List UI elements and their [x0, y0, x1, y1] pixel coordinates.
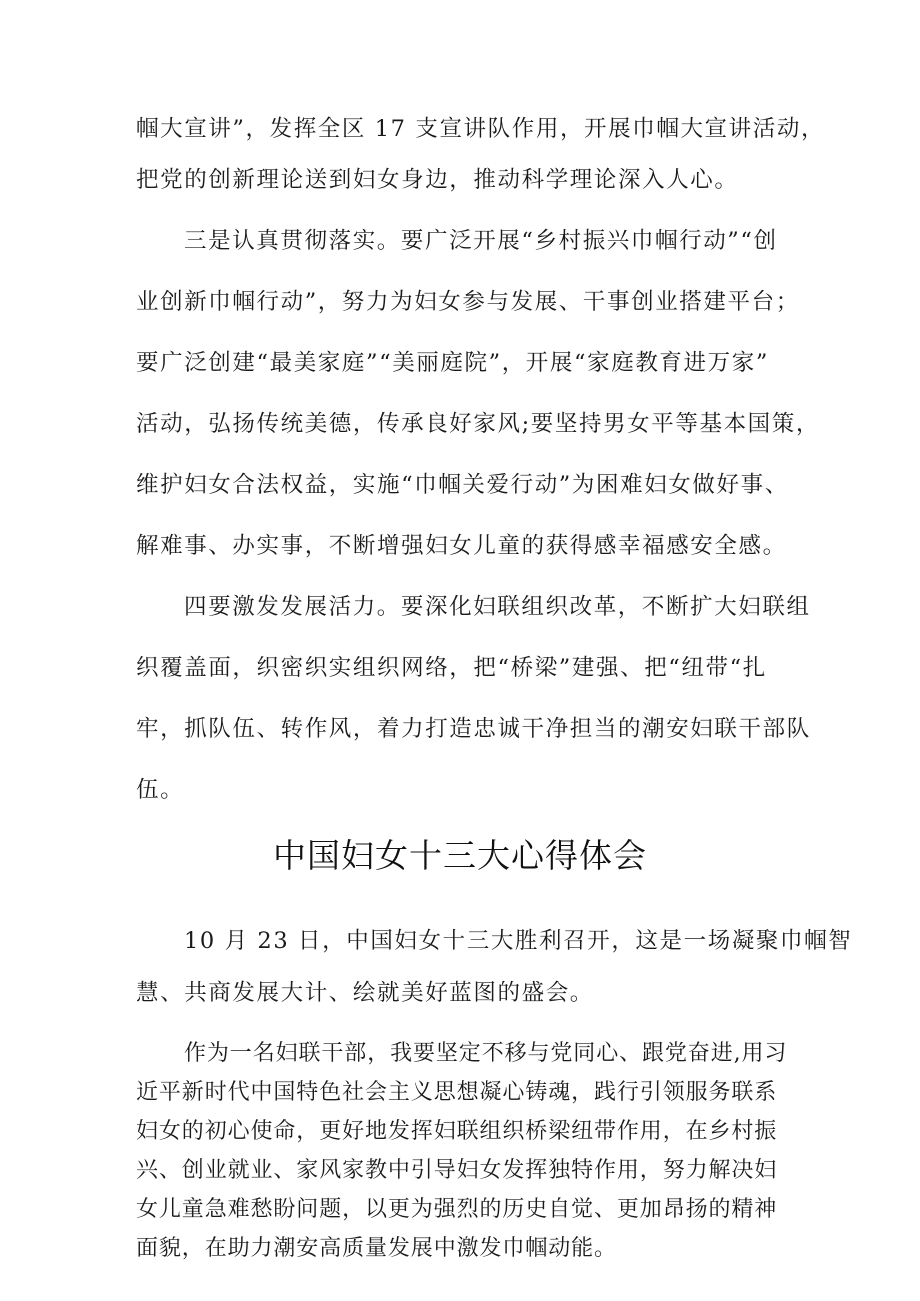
section2-line-2: 业创新巾帼行动”，努力为妇女参与发展、干事创业搭建平台； — [136, 289, 800, 315]
section1-line-1: 帼大宣讲”，发挥全区 17 支宣讲队作用，开展巾帼大宣讲活动， — [136, 116, 826, 142]
section3-line-2: 织覆盖面，织密织实组织网络，把“桥梁”建强、把“纽带“扎 — [136, 655, 767, 681]
section2-line-5: 维护妇女合法权益，实施“巾帼关爱行动”为困难妇女做好事、 — [136, 472, 789, 498]
section2-line-3: 要广泛创建“最美家庭”“美丽庭院”，开展“家庭教育进万家” — [136, 350, 769, 376]
section2-line-6: 解难事、办实事，不断增强妇女儿童的获得感幸福感安全感。 — [136, 533, 787, 559]
section2-line-1: 三是认真贯彻落实。要广泛开展“乡村振兴巾帼行动”“创 — [184, 228, 778, 254]
para2-line-2: 近平新时代中国特色社会主义思想凝心铸魂，践行引领服务联系 — [136, 1080, 778, 1105]
section3-line-3: 牢，抓队伍、转作风，着力打造忠诚干净担当的潮安妇联干部队 — [136, 716, 811, 742]
section1-line-2: 把党的创新理论送到妇女身边，推动科学理论深入人心。 — [136, 167, 739, 193]
section2-line-4: 活动，弘扬传统美德，传承良好家风;要坚持男女平等基本国策， — [136, 411, 820, 437]
para2-line-3: 妇女的初心使命，更好地发挥妇联组织桥梁纽带作用，在乡村振 — [136, 1119, 778, 1144]
section3-line-1: 四要激发发展活力。要深化妇联组织改革，不断扩大妇联组 — [184, 594, 811, 620]
para2-line-5: 女儿童急难愁盼问题，以更为强烈的历史自觉、更加昂扬的精神 — [136, 1197, 778, 1222]
para2-line-6: 面貌，在助力潮安高质量发展中激发巾帼动能。 — [136, 1236, 617, 1261]
document-title: 中国妇女十三大心得体会 — [273, 836, 647, 875]
section3-line-4: 伍。 — [136, 777, 185, 803]
para1-line-2: 慧、共商发展大计、绘就美好蓝图的盛会。 — [136, 980, 594, 1006]
para1-line-1: 10 月 23 日，中国妇女十三大胜利召开，这是一场凝聚巾帼智 — [184, 928, 853, 954]
para2-line-4: 兴、创业就业、家风家教中引导妇女发挥独特作用，努力解决妇 — [136, 1158, 778, 1183]
para2-line-1: 作为一名妇联干部，我要坚定不移与党同心、跟党奋进,用习 — [184, 1041, 788, 1066]
